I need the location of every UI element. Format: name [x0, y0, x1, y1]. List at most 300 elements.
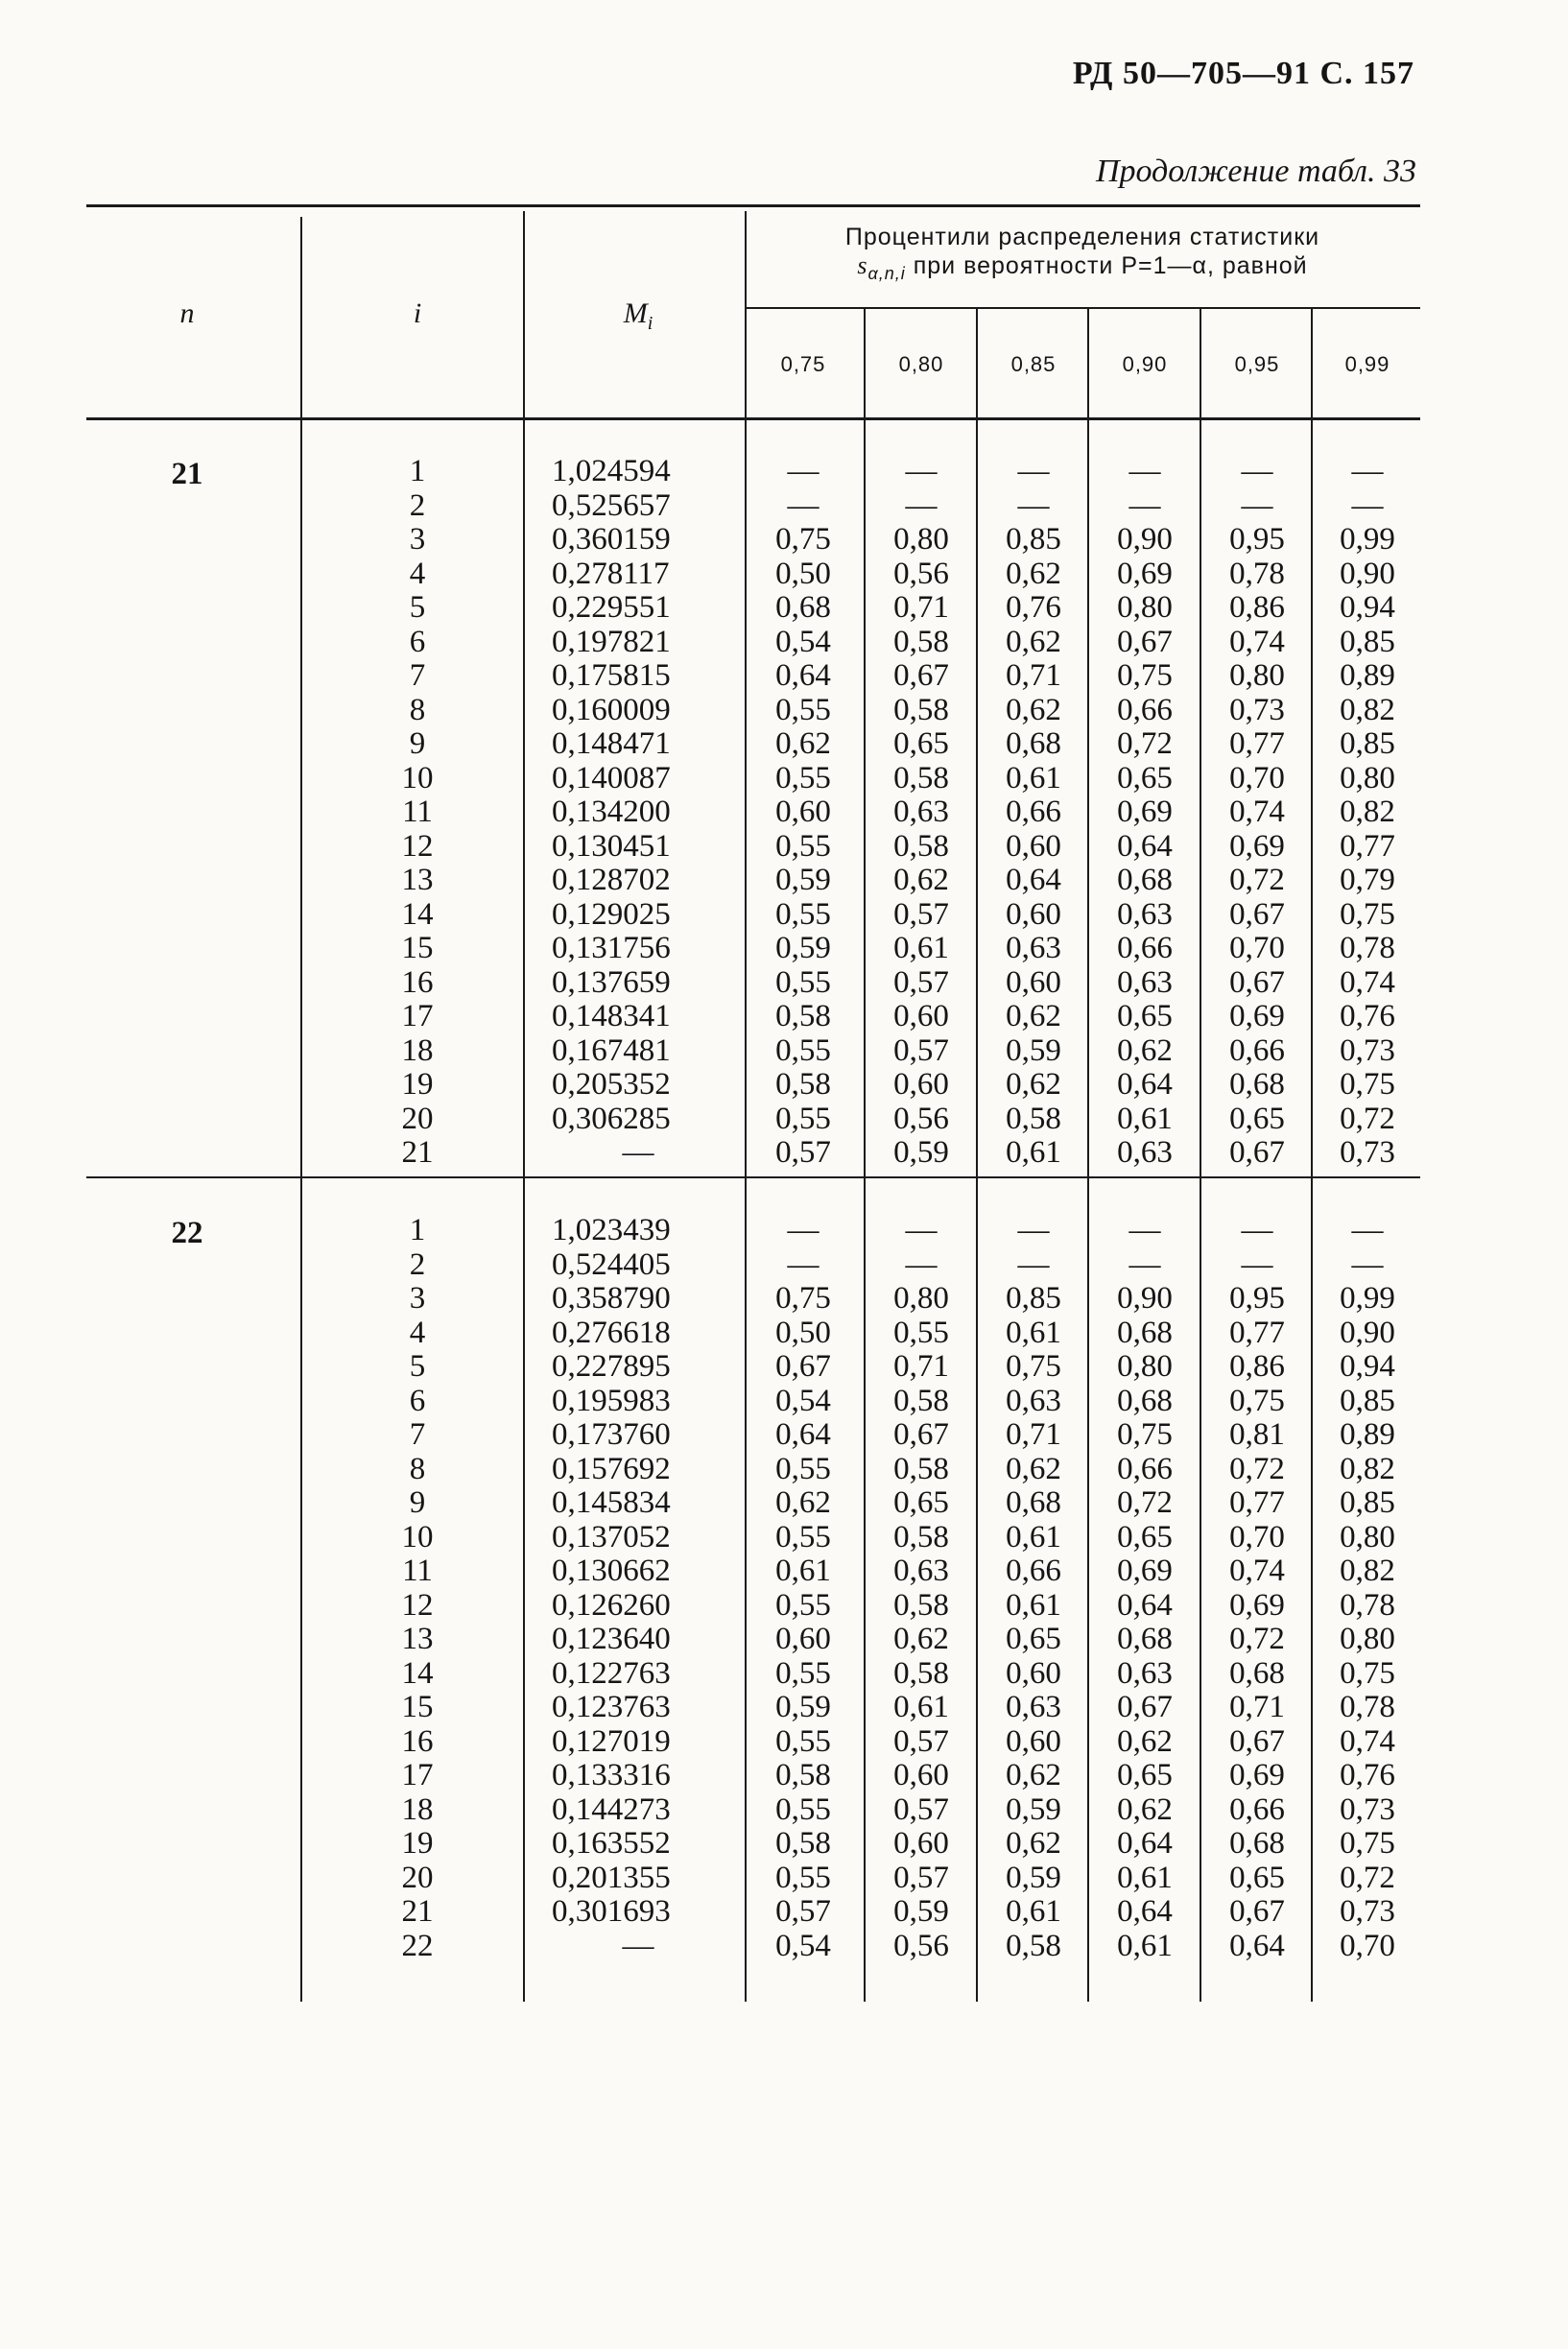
- cell-percentile: 0,67: [1117, 1690, 1173, 1724]
- cell-percentile: 0,59: [893, 1894, 949, 1929]
- cell-percentile: 0,60: [893, 999, 949, 1033]
- cell-percentile: 0,76: [1340, 1758, 1395, 1792]
- cell-i: 19: [401, 1067, 434, 1102]
- cell-percentile: 0,73: [1340, 1032, 1395, 1068]
- cell-percentile: 0,66: [1117, 692, 1173, 727]
- table-row: [0, 1350, 1568, 1385]
- cell-percentile: 0,75: [1340, 896, 1395, 932]
- cell-percentile: 0,66: [1006, 795, 1061, 829]
- table-row: [0, 1248, 1568, 1283]
- cell-percentile: 0,69: [1229, 1587, 1285, 1623]
- cell-percentile: 0,67: [1229, 1723, 1285, 1759]
- cell-percentile: 0,72: [1340, 1860, 1395, 1895]
- cell-percentile: —: [905, 1213, 938, 1247]
- cell-percentile: 0,66: [1229, 1032, 1285, 1068]
- cell-percentile: 0,67: [893, 1417, 949, 1452]
- table-row: [0, 1385, 1568, 1419]
- cell-percentile: 0,95: [1229, 1281, 1285, 1316]
- cell-m: 0,126260: [552, 1587, 671, 1623]
- cell-m: 0,360159: [552, 522, 671, 557]
- cell-i: 3: [409, 1281, 426, 1316]
- cell-percentile: 0,64: [775, 1417, 831, 1452]
- cell-i: 8: [409, 1451, 426, 1486]
- cell-i: 16: [401, 964, 434, 1000]
- cell-m: 0,175815: [552, 658, 671, 693]
- cell-percentile: 0,69: [1229, 1758, 1285, 1792]
- cell-percentile: 0,77: [1229, 726, 1285, 761]
- cell-m: 0,157692: [552, 1451, 671, 1486]
- cell-percentile: 0,66: [1006, 1554, 1061, 1588]
- cell-percentile: 0,66: [1117, 1451, 1173, 1486]
- cell-percentile: 0,67: [1229, 1135, 1285, 1170]
- cell-i: 13: [401, 863, 434, 897]
- cell-m: 0,167481: [552, 1032, 671, 1068]
- cell-m: —: [622, 1928, 654, 1963]
- cell-percentile: 0,86: [1229, 1349, 1285, 1384]
- cell-percentile: —: [1351, 1246, 1384, 1282]
- cell-percentile: 0,62: [775, 1485, 831, 1520]
- cell-percentile: —: [905, 1246, 938, 1282]
- cell-percentile: 0,82: [1340, 692, 1395, 727]
- table-row: [0, 694, 1568, 728]
- cell-percentile: 0,69: [1117, 556, 1173, 591]
- cell-percentile: 0,63: [1006, 1690, 1061, 1724]
- cell-percentile: 0,69: [1117, 795, 1173, 829]
- cell-percentile: 0,62: [1006, 999, 1061, 1033]
- cell-percentile: —: [1351, 454, 1384, 488]
- cell-m: 0,276618: [552, 1315, 671, 1350]
- cell-m: 0,144273: [552, 1791, 671, 1827]
- probability-header: 0,99: [1344, 352, 1390, 376]
- cell-percentile: 0,59: [1006, 1860, 1061, 1895]
- cell-percentile: 0,75: [1340, 1826, 1395, 1861]
- cell-percentile: 0,82: [1340, 1554, 1395, 1588]
- cell-percentile: 0,55: [775, 760, 831, 795]
- table-row: [0, 1623, 1568, 1657]
- cell-percentile: 0,85: [1340, 624, 1395, 659]
- cell-i: 20: [401, 1101, 434, 1136]
- cell-i: 1: [409, 454, 426, 488]
- cell-percentile: 0,72: [1229, 863, 1285, 897]
- cell-i: 20: [401, 1860, 434, 1895]
- cell-percentile: 0,75: [1340, 1655, 1395, 1691]
- cell-percentile: 0,65: [1229, 1860, 1285, 1895]
- cell-percentile: 0,68: [1117, 1622, 1173, 1656]
- cell-percentile: 0,94: [1340, 1349, 1395, 1384]
- cell-i: 14: [401, 1655, 434, 1691]
- cell-percentile: 0,55: [893, 1315, 949, 1350]
- cell-percentile: 0,61: [1006, 1315, 1061, 1350]
- cell-percentile: 0,65: [893, 726, 949, 761]
- cell-percentile: 0,55: [775, 1032, 831, 1068]
- cell-percentile: 0,60: [1006, 828, 1061, 864]
- cell-percentile: 0,61: [775, 1554, 831, 1588]
- table-row: [0, 1862, 1568, 1896]
- cell-percentile: 0,59: [1006, 1032, 1061, 1068]
- cell-m: 0,227895: [552, 1349, 671, 1384]
- cell-percentile: 0,80: [1229, 658, 1285, 693]
- table-row: [0, 762, 1568, 796]
- cell-percentile: 0,90: [1340, 556, 1395, 591]
- cell-percentile: 0,77: [1229, 1315, 1285, 1350]
- cell-percentile: 0,78: [1229, 556, 1285, 591]
- cell-percentile: 0,64: [1229, 1928, 1285, 1963]
- cell-m: 0,306285: [552, 1101, 671, 1136]
- cell-percentile: 0,80: [893, 522, 949, 557]
- cell-percentile: 0,74: [1229, 795, 1285, 829]
- cell-m: 0,128702: [552, 863, 671, 897]
- cell-percentile: 0,68: [1117, 1383, 1173, 1418]
- table-row: [0, 830, 1568, 865]
- cell-percentile: —: [787, 1213, 820, 1247]
- cell-m: 0,160009: [552, 692, 671, 727]
- probability-header: 0,85: [1010, 352, 1057, 376]
- cell-percentile: 0,55: [775, 828, 831, 864]
- cell-percentile: 0,65: [1117, 1758, 1173, 1792]
- table-row: [0, 1000, 1568, 1034]
- cell-percentile: —: [787, 454, 820, 488]
- cell-percentile: 0,57: [893, 1032, 949, 1068]
- cell-m: 0,123763: [552, 1690, 671, 1724]
- cell-percentile: 0,70: [1340, 1928, 1395, 1963]
- probability-header: 0,75: [780, 352, 826, 376]
- cell-percentile: 0,55: [775, 692, 831, 727]
- cell-percentile: 0,75: [775, 522, 831, 557]
- cell-percentile: 0,99: [1340, 1281, 1395, 1316]
- table-row: [0, 1034, 1568, 1069]
- cell-percentile: 0,68: [1229, 1067, 1285, 1102]
- cell-percentile: —: [1017, 1213, 1050, 1247]
- cell-percentile: 0,73: [1340, 1135, 1395, 1170]
- group-n-value: 22: [171, 1216, 203, 1250]
- cell-percentile: 0,94: [1340, 590, 1395, 625]
- probability-header: 0,95: [1234, 352, 1280, 376]
- cell-percentile: 0,56: [893, 556, 949, 591]
- cell-percentile: —: [905, 454, 938, 488]
- table-row: [0, 1589, 1568, 1624]
- cell-m: 1,023439: [552, 1213, 671, 1247]
- cell-percentile: 0,78: [1340, 1587, 1395, 1623]
- cell-percentile: 0,67: [893, 658, 949, 693]
- cell-m: 0,137659: [552, 964, 671, 1000]
- cell-percentile: 0,58: [775, 1067, 831, 1102]
- cell-percentile: 0,70: [1229, 760, 1285, 795]
- table-row: [0, 1068, 1568, 1103]
- cell-i: 16: [401, 1723, 434, 1759]
- cell-percentile: —: [1351, 487, 1384, 523]
- cell-percentile: 0,67: [1117, 624, 1173, 659]
- cell-m: 0,195983: [552, 1383, 671, 1418]
- table-row: [0, 898, 1568, 933]
- cell-percentile: 0,60: [1006, 964, 1061, 1000]
- cell-percentile: 0,82: [1340, 1451, 1395, 1486]
- cell-m: 0,148341: [552, 999, 671, 1033]
- cell-percentile: 0,90: [1117, 522, 1173, 557]
- cell-m: 0,524405: [552, 1246, 671, 1282]
- cell-percentile: 0,63: [893, 1554, 949, 1588]
- cell-percentile: 0,60: [775, 1622, 831, 1656]
- cell-percentile: 0,65: [1117, 760, 1173, 795]
- table-row: [0, 1486, 1568, 1521]
- cell-i: 3: [409, 522, 426, 557]
- cell-percentile: 0,74: [1340, 1723, 1395, 1759]
- cell-percentile: 0,73: [1229, 692, 1285, 727]
- cell-percentile: 0,61: [893, 931, 949, 965]
- cell-i: 12: [401, 1587, 434, 1623]
- cell-i: 17: [401, 999, 434, 1033]
- table-row: [0, 1725, 1568, 1760]
- cell-percentile: 0,54: [775, 1928, 831, 1963]
- group-n-value: 21: [171, 457, 203, 491]
- cell-m: 0,131756: [552, 931, 671, 965]
- cell-percentile: 0,75: [775, 1281, 831, 1316]
- cell-percentile: —: [787, 487, 820, 523]
- cell-percentile: 0,63: [1117, 964, 1173, 1000]
- cell-percentile: 0,66: [1229, 1791, 1285, 1827]
- cell-percentile: 0,57: [893, 1860, 949, 1895]
- cell-percentile: 0,71: [893, 1349, 949, 1384]
- cell-m: 0,173760: [552, 1417, 671, 1452]
- cell-percentile: —: [905, 487, 938, 523]
- cell-percentile: 0,80: [1117, 590, 1173, 625]
- cell-i: 9: [409, 726, 426, 761]
- cell-m: 1,024594: [552, 454, 671, 488]
- cell-percentile: —: [1241, 1246, 1273, 1282]
- cell-percentile: 0,73: [1340, 1791, 1395, 1827]
- cell-percentile: 0,57: [775, 1135, 831, 1170]
- cell-m: 0,197821: [552, 624, 671, 659]
- cell-percentile: 0,86: [1229, 590, 1285, 625]
- cell-percentile: 0,65: [1229, 1101, 1285, 1136]
- cell-i: 9: [409, 1485, 426, 1520]
- cell-percentile: 0,55: [775, 964, 831, 1000]
- cell-percentile: 0,50: [775, 556, 831, 591]
- table-row: [0, 727, 1568, 762]
- table-row: [0, 932, 1568, 966]
- cell-percentile: 0,70: [1229, 1519, 1285, 1554]
- cell-i: 21: [401, 1894, 434, 1929]
- cell-i: 10: [401, 1519, 434, 1554]
- cell-i: 10: [401, 760, 434, 795]
- cell-percentile: 0,69: [1117, 1554, 1173, 1588]
- cell-percentile: 0,55: [775, 1723, 831, 1759]
- cell-percentile: 0,61: [1006, 1519, 1061, 1554]
- cell-percentile: 0,58: [1006, 1928, 1061, 1963]
- header-group-line2: [747, 251, 1418, 288]
- cell-m: 0,123640: [552, 1622, 671, 1656]
- cell-m: 0,278117: [552, 556, 670, 591]
- cell-percentile: 0,62: [1006, 624, 1061, 659]
- cell-m: 0,137052: [552, 1519, 671, 1554]
- cell-percentile: —: [1017, 454, 1050, 488]
- cell-percentile: 0,65: [1117, 999, 1173, 1033]
- cell-percentile: 0,75: [1006, 1349, 1061, 1384]
- cell-percentile: 0,60: [1006, 1723, 1061, 1759]
- cell-percentile: 0,61: [893, 1690, 949, 1724]
- cell-m: 0,122763: [552, 1655, 671, 1691]
- table-row: [0, 864, 1568, 898]
- cell-percentile: 0,59: [893, 1135, 949, 1170]
- header-percentile-group: [747, 223, 1418, 288]
- cell-percentile: 0,60: [1006, 1655, 1061, 1691]
- cell-percentile: 0,62: [775, 726, 831, 761]
- table-row: [0, 489, 1568, 524]
- cell-percentile: 0,71: [893, 590, 949, 625]
- cell-m: 0,205352: [552, 1067, 671, 1102]
- cell-m: 0,163552: [552, 1826, 671, 1861]
- cell-percentile: 0,62: [1006, 1067, 1061, 1102]
- cell-percentile: 0,67: [1229, 1894, 1285, 1929]
- cell-i: 2: [409, 1246, 426, 1282]
- table-row: [0, 1930, 1568, 1964]
- cell-percentile: 0,80: [1340, 760, 1395, 795]
- cell-i: 11: [402, 1554, 433, 1588]
- cell-percentile: 0,59: [775, 1690, 831, 1724]
- cell-percentile: 0,60: [1006, 896, 1061, 932]
- cell-percentile: 0,58: [893, 624, 949, 659]
- cell-percentile: 0,69: [1229, 828, 1285, 864]
- table-row: [0, 1214, 1568, 1248]
- cell-percentile: 0,55: [775, 1451, 831, 1486]
- cell-percentile: 0,72: [1117, 1485, 1173, 1520]
- table-row: [0, 659, 1568, 694]
- cell-percentile: 0,64: [1117, 1067, 1173, 1102]
- cell-percentile: 0,68: [1117, 1315, 1173, 1350]
- cell-percentile: 0,90: [1117, 1281, 1173, 1316]
- cell-percentile: 0,57: [893, 1791, 949, 1827]
- cell-percentile: 0,69: [1229, 999, 1285, 1033]
- cell-percentile: 0,58: [1006, 1101, 1061, 1136]
- cell-percentile: 0,61: [1006, 1894, 1061, 1929]
- cell-percentile: 0,76: [1340, 999, 1395, 1033]
- cell-percentile: 0,82: [1340, 795, 1395, 829]
- cell-i: 15: [401, 1690, 434, 1724]
- cell-i: 2: [409, 487, 426, 523]
- cell-percentile: 0,77: [1340, 828, 1395, 864]
- cell-percentile: 0,68: [1229, 1655, 1285, 1691]
- cell-percentile: 0,74: [1340, 964, 1395, 1000]
- cell-percentile: 0,74: [1229, 624, 1285, 659]
- cell-percentile: 0,68: [1006, 1485, 1061, 1520]
- cell-m: 0,201355: [552, 1860, 671, 1895]
- cell-percentile: 0,67: [775, 1349, 831, 1384]
- header-group-subscript: α,n,i: [867, 264, 906, 283]
- cell-i: 4: [409, 556, 426, 591]
- cell-percentile: 0,55: [775, 896, 831, 932]
- cell-percentile: 0,60: [893, 1067, 949, 1102]
- cell-m: 0,145834: [552, 1485, 671, 1520]
- cell-percentile: 0,56: [893, 1928, 949, 1963]
- cell-percentile: 0,54: [775, 624, 831, 659]
- cell-percentile: 0,99: [1340, 522, 1395, 557]
- cell-percentile: 0,61: [1117, 1101, 1173, 1136]
- cell-percentile: 0,61: [1006, 760, 1061, 795]
- cell-m: 0,134200: [552, 795, 671, 829]
- table-row: [0, 966, 1568, 1001]
- cell-i: 11: [402, 795, 433, 829]
- cell-percentile: 0,63: [1006, 931, 1061, 965]
- cell-percentile: 0,58: [893, 1519, 949, 1554]
- cell-percentile: 0,81: [1229, 1417, 1285, 1452]
- table-row: [0, 1759, 1568, 1793]
- cell-percentile: 0,63: [1006, 1383, 1061, 1418]
- cell-percentile: 0,55: [775, 1587, 831, 1623]
- cell-i: 5: [409, 1349, 426, 1384]
- table-row: [0, 523, 1568, 558]
- cell-percentile: 0,55: [775, 1655, 831, 1691]
- cell-percentile: —: [1017, 1246, 1050, 1282]
- header-m: [533, 297, 744, 335]
- cell-percentile: 0,64: [1006, 863, 1061, 897]
- cell-percentile: 0,80: [1117, 1349, 1173, 1384]
- cell-percentile: 0,90: [1340, 1315, 1395, 1350]
- cell-percentile: 0,55: [775, 1101, 831, 1136]
- cell-percentile: 0,62: [1006, 1826, 1061, 1861]
- cell-percentile: —: [1128, 1246, 1161, 1282]
- cell-percentile: 0,57: [893, 964, 949, 1000]
- cell-percentile: 0,65: [1006, 1622, 1061, 1656]
- cell-percentile: 0,68: [775, 590, 831, 625]
- table-row: [0, 626, 1568, 660]
- header-group-probability-text: при вероятности P=1—α, равной: [913, 252, 1308, 279]
- cell-percentile: 0,80: [1340, 1622, 1395, 1656]
- cell-m: 0,148471: [552, 726, 671, 761]
- cell-percentile: 0,66: [1117, 931, 1173, 965]
- cell-m: 0,130662: [552, 1554, 671, 1588]
- group-separator-rule: [86, 1176, 1420, 1178]
- cell-i: 14: [401, 896, 434, 932]
- cell-percentile: 0,72: [1117, 726, 1173, 761]
- cell-percentile: 0,62: [1117, 1723, 1173, 1759]
- cell-i: 8: [409, 692, 426, 727]
- table-row: [0, 1521, 1568, 1555]
- cell-percentile: 0,58: [893, 692, 949, 727]
- cell-percentile: 0,75: [1117, 1417, 1173, 1452]
- cell-i: 18: [401, 1791, 434, 1827]
- cell-percentile: 0,95: [1229, 522, 1285, 557]
- cell-percentile: 0,85: [1340, 1383, 1395, 1418]
- cell-i: 21: [401, 1135, 434, 1170]
- cell-percentile: 0,58: [893, 1587, 949, 1623]
- cell-percentile: —: [1241, 1213, 1273, 1247]
- cell-percentile: —: [1128, 1213, 1161, 1247]
- cell-percentile: 0,78: [1340, 1690, 1395, 1724]
- cell-percentile: 0,63: [1117, 896, 1173, 932]
- cell-percentile: 0,71: [1006, 658, 1061, 693]
- cell-m: 0,127019: [552, 1723, 671, 1759]
- cell-percentile: 0,71: [1229, 1690, 1285, 1724]
- cell-percentile: 0,89: [1340, 1417, 1395, 1452]
- table-row: [0, 795, 1568, 830]
- probability-header-row: [0, 352, 1568, 391]
- cell-percentile: 0,78: [1340, 931, 1395, 965]
- table-row: [0, 1793, 1568, 1828]
- cell-percentile: 0,59: [1006, 1791, 1061, 1827]
- cell-percentile: 0,62: [1006, 556, 1061, 591]
- cell-percentile: —: [1351, 1213, 1384, 1247]
- table-row: [0, 1691, 1568, 1725]
- cell-percentile: 0,64: [1117, 1894, 1173, 1929]
- table-top-rule: [86, 204, 1420, 207]
- cell-percentile: 0,80: [893, 1281, 949, 1316]
- cell-percentile: 0,55: [775, 1860, 831, 1895]
- cell-percentile: —: [1128, 454, 1161, 488]
- table-row: [0, 1453, 1568, 1487]
- probability-header: 0,90: [1122, 352, 1168, 376]
- cell-percentile: 0,74: [1229, 1554, 1285, 1588]
- cell-percentile: 0,63: [1117, 1655, 1173, 1691]
- cell-m: 0,229551: [552, 590, 671, 625]
